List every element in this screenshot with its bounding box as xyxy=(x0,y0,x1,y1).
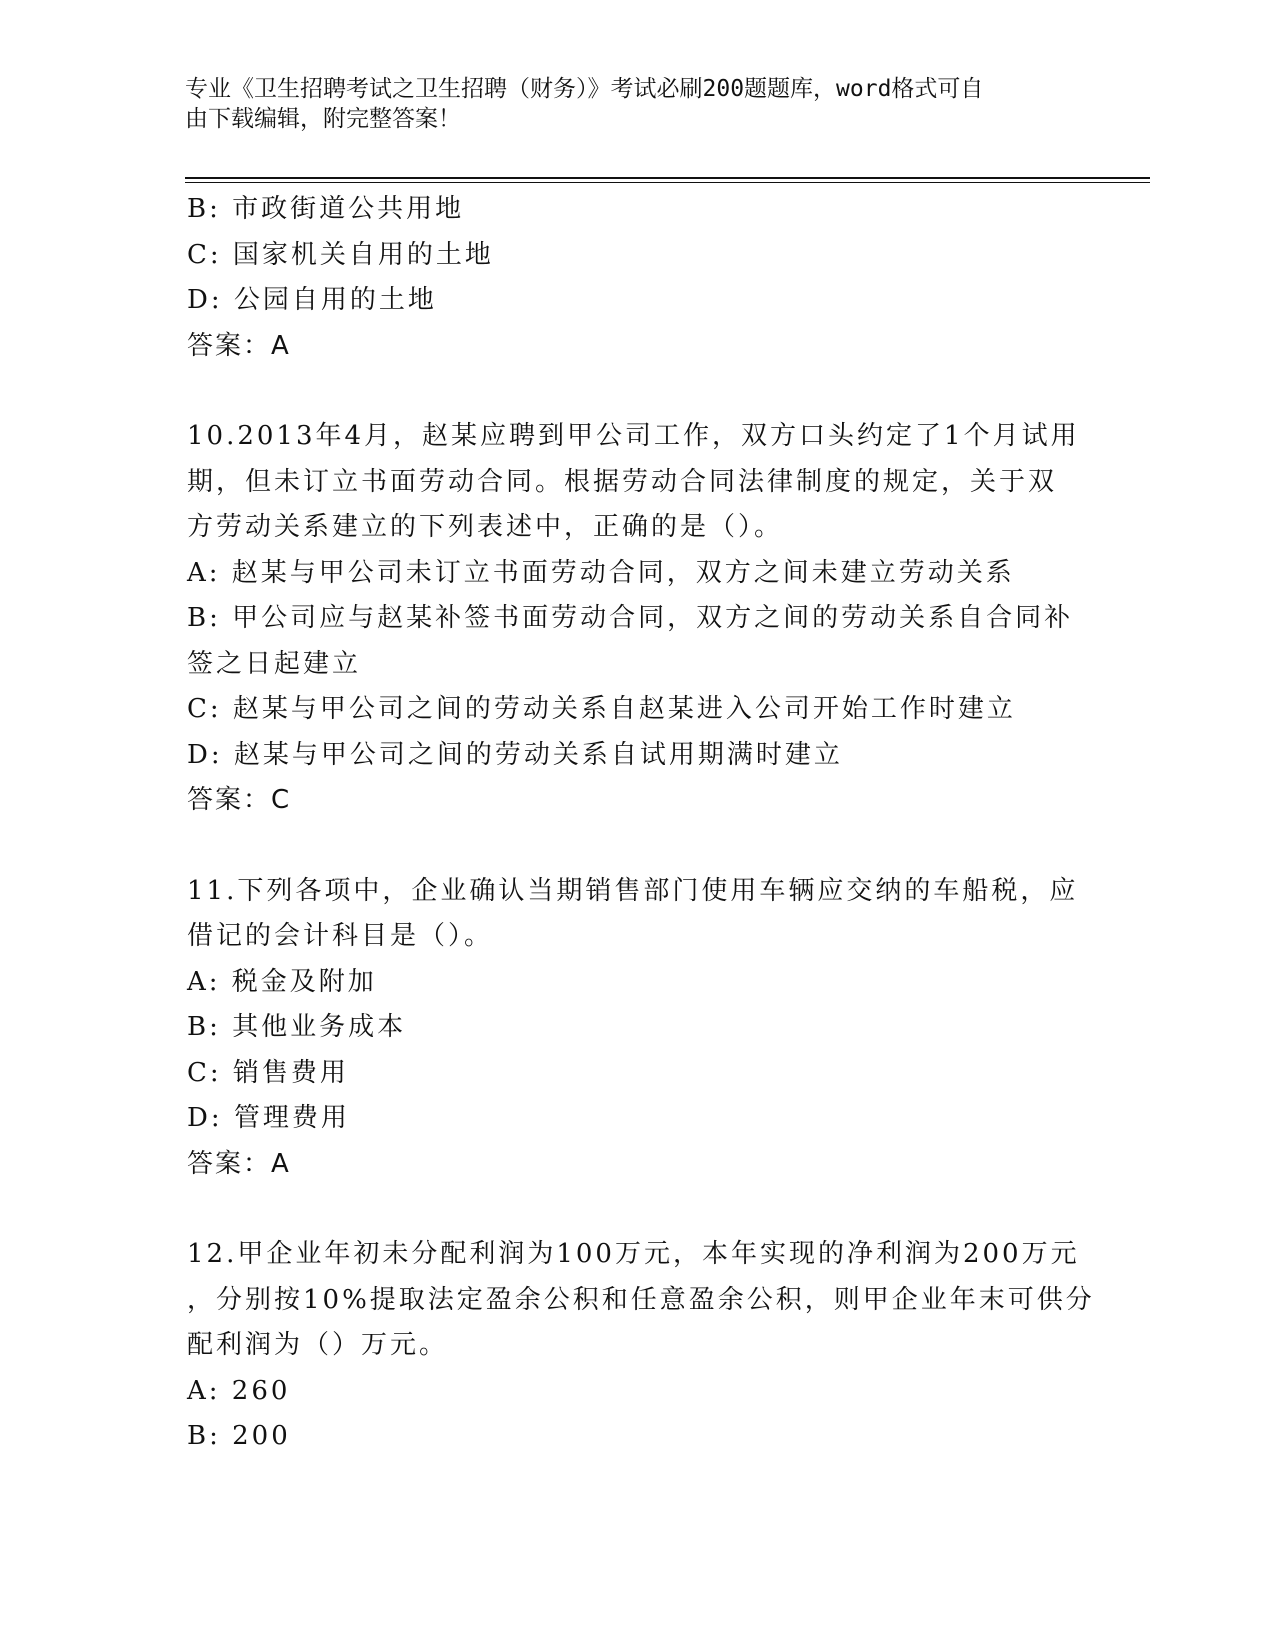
question-12 xyxy=(187,1232,1095,1460)
header-line-1: 专业《卫生招聘考试之卫生招聘（财务）》考试必刷200题题库，word格式可自 xyxy=(185,76,984,102)
option-d: D: 管理费用 xyxy=(187,1103,350,1133)
document-header xyxy=(185,74,1065,134)
spacer xyxy=(187,824,1087,869)
option-b: B: 甲公司应与赵某补签书面劳动合同，双方之间的劳动关系自合同补 xyxy=(187,603,1074,633)
question-stem-line: 方劳动关系建立的下列表述中，正确的是（）。 xyxy=(187,512,784,542)
header-rule-thick xyxy=(185,177,1150,179)
option-c: C: 赵某与甲公司之间的劳动关系自赵某进入公司开始工作时建立 xyxy=(187,694,1016,724)
question-content xyxy=(187,187,1095,1460)
header-rule-thin xyxy=(185,182,1150,183)
header-line-2: 由下载编辑，附完整答案！ xyxy=(185,106,461,132)
option-a: A: 税金及附加 xyxy=(187,966,377,997)
question-stem-line: 10.2013年4月，赵某应聘到甲公司工作，双方口头约定了1个月试用 xyxy=(187,421,1080,451)
option-d: D: 赵某与甲公司之间的劳动关系自试用期满时建立 xyxy=(187,739,843,770)
option-b: B: 市政街道公共用地 xyxy=(187,194,465,224)
answer-line: 答案：A xyxy=(187,330,291,361)
question-stem-line: 12.甲企业年初未分配利润为100万元，本年实现的净利润为200万元 xyxy=(187,1239,1080,1269)
option-a: A: 260 xyxy=(187,1375,291,1406)
option-a: A: 赵某与甲公司未订立书面劳动合同，双方之间未建立劳动关系 xyxy=(187,557,1015,588)
question-10 xyxy=(187,414,1087,824)
question-stem-line: ，分别按10%提取法定盈余公积和任意盈余公积，则甲企业年末可供分 xyxy=(187,1284,1095,1315)
answer-line: 答案：C xyxy=(187,785,292,815)
question-stem-line: 借记的会计科目是（）。 xyxy=(187,921,494,951)
answer-line: 答案：A xyxy=(187,1148,291,1179)
option-c: C: 销售费用 xyxy=(187,1057,349,1088)
spacer xyxy=(187,369,1087,414)
question-stem-line: 配利润为（）万元。 xyxy=(187,1330,449,1360)
option-b: B: 200 xyxy=(187,1421,291,1451)
spacer xyxy=(187,1187,1087,1232)
question-11 xyxy=(187,869,1087,1188)
option-b-continued: 签之日起建立 xyxy=(187,648,362,679)
question-stem-line: 期，但未订立书面劳动合同。根据劳动合同法律制度的规定，关于双 xyxy=(187,466,1058,497)
option-b: B: 其他业务成本 xyxy=(187,1012,407,1042)
option-c: C: 国家机关自用的土地 xyxy=(187,239,494,270)
continued-question xyxy=(187,187,1087,369)
option-d: D: 公园自用的土地 xyxy=(187,285,437,315)
question-stem-line: 11.下列各项中，企业确认当期销售部门使用车辆应交纳的车船税，应 xyxy=(187,875,1079,906)
